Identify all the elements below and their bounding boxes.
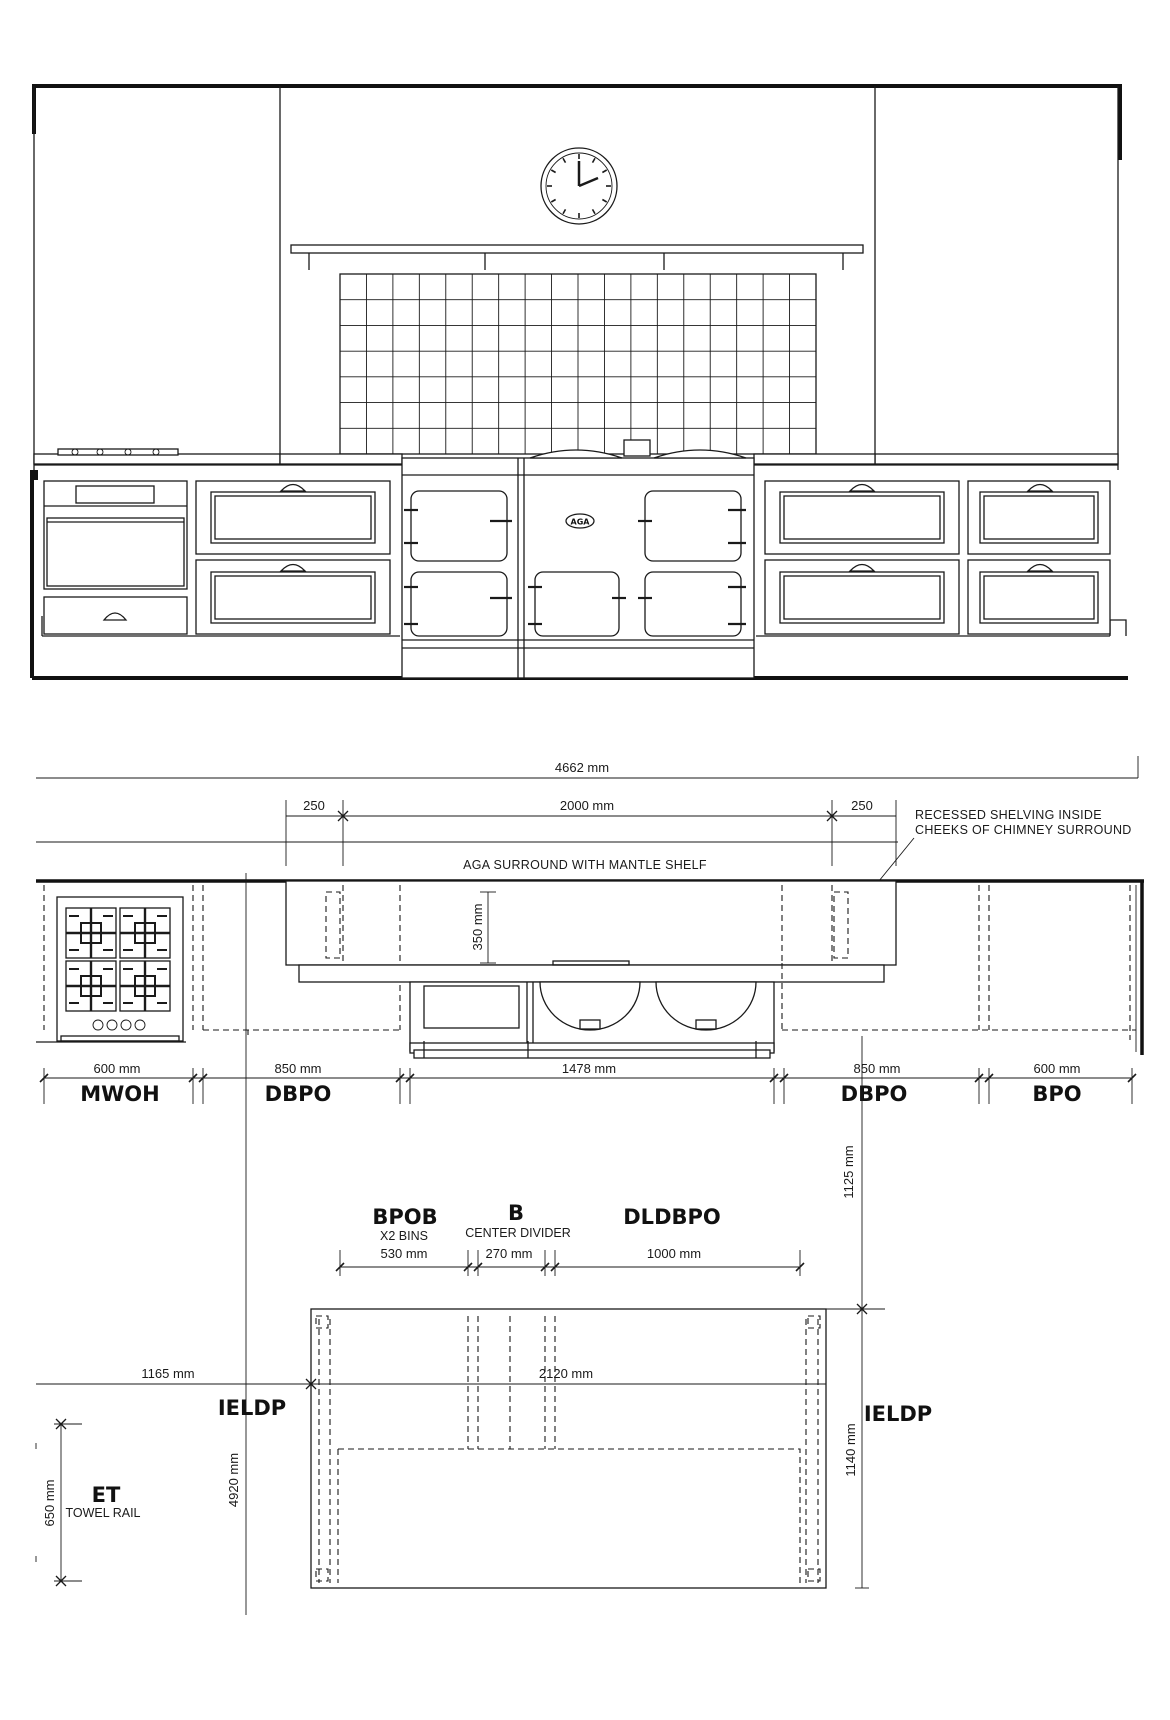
dim-overall-width: 4662 mm — [554, 760, 610, 775]
dim-left-oven-unit: 600 mm — [93, 1061, 141, 1076]
code-mwoh: MWOH — [80, 1082, 160, 1106]
aga-badge: AGA — [570, 517, 590, 527]
dim-island-bins: 530 mm — [380, 1246, 428, 1261]
dim-chimney-width: 2000 mm — [559, 798, 615, 813]
note-recessed-line1: RECESSED SHELVING INSIDE — [915, 808, 1102, 822]
dim-left-cheek: 250 — [303, 798, 325, 813]
plan-hob-unit — [44, 885, 193, 1041]
dim-island-depth: 1140 mm — [843, 1423, 858, 1477]
note-aga-surround: AGA SURROUND WITH MANTLE SHELF — [463, 858, 707, 872]
mantle-shelf — [291, 245, 863, 270]
right-worktop-inner — [754, 454, 875, 464]
dim-right-base-unit: 600 mm — [1033, 1061, 1081, 1076]
dim-right-drawer-unit: 850 mm — [853, 1061, 901, 1076]
code-dbpo-left: DBPO — [264, 1082, 332, 1106]
code-b: B — [507, 1201, 525, 1225]
left-drawer-stack — [196, 481, 390, 634]
dim-left-drawer-unit: 850 mm — [274, 1061, 322, 1076]
sub-b: CENTER DIVIDER — [465, 1226, 571, 1240]
wall-clock — [541, 148, 617, 224]
plan-kitchen-island — [311, 1309, 826, 1588]
dim-mantle-depth: 350 mm — [470, 903, 485, 951]
aga-range-cooker — [402, 440, 754, 678]
sub-et: TOWEL RAIL — [65, 1506, 141, 1520]
far-right-drawer-stack — [968, 481, 1110, 634]
dim-towel-rail-height: 650 mm — [42, 1479, 57, 1527]
right-worktop — [875, 454, 1118, 464]
right-drawer-stack — [765, 481, 959, 634]
dim-right-cheek: 250 — [851, 798, 873, 813]
oven-drawer — [44, 597, 187, 634]
code-bpob: BPOB — [372, 1205, 438, 1229]
dim-island-drawers: 1000 mm — [646, 1246, 702, 1261]
front-elevation — [30, 86, 1128, 678]
dim-island-divider: 270 mm — [485, 1246, 533, 1261]
code-ieldp-right: IELDP — [863, 1402, 933, 1426]
code-dldbpo: DLDBPO — [623, 1205, 721, 1229]
note-recessed-line2: CHEEKS OF CHIMNEY SURROUND — [915, 823, 1132, 837]
code-dbpo-right: DBPO — [840, 1082, 908, 1106]
dim-room-depth: 4920 mm — [226, 1452, 241, 1508]
plan-aga-cooker — [410, 982, 774, 1058]
code-bpo: BPO — [1032, 1082, 1082, 1106]
floor-plan — [36, 756, 1144, 1615]
dim-aisle-gap: 1125 mm — [841, 1145, 856, 1199]
sub-bpob: X2 BINS — [380, 1229, 428, 1243]
dim-aga-width: 1478 mm — [561, 1061, 617, 1076]
gas-hob — [58, 449, 178, 455]
built-in-oven — [44, 481, 187, 589]
dim-island-length: 2120 mm — [538, 1366, 594, 1381]
code-ieldp-left: IELDP — [217, 1396, 287, 1420]
tile-splashback — [340, 274, 816, 454]
plan-chimney-surround — [286, 881, 896, 982]
code-et: ET — [91, 1483, 121, 1507]
left-worktop-inner — [280, 454, 402, 464]
dim-island-offset: 1165 mm — [141, 1366, 195, 1381]
